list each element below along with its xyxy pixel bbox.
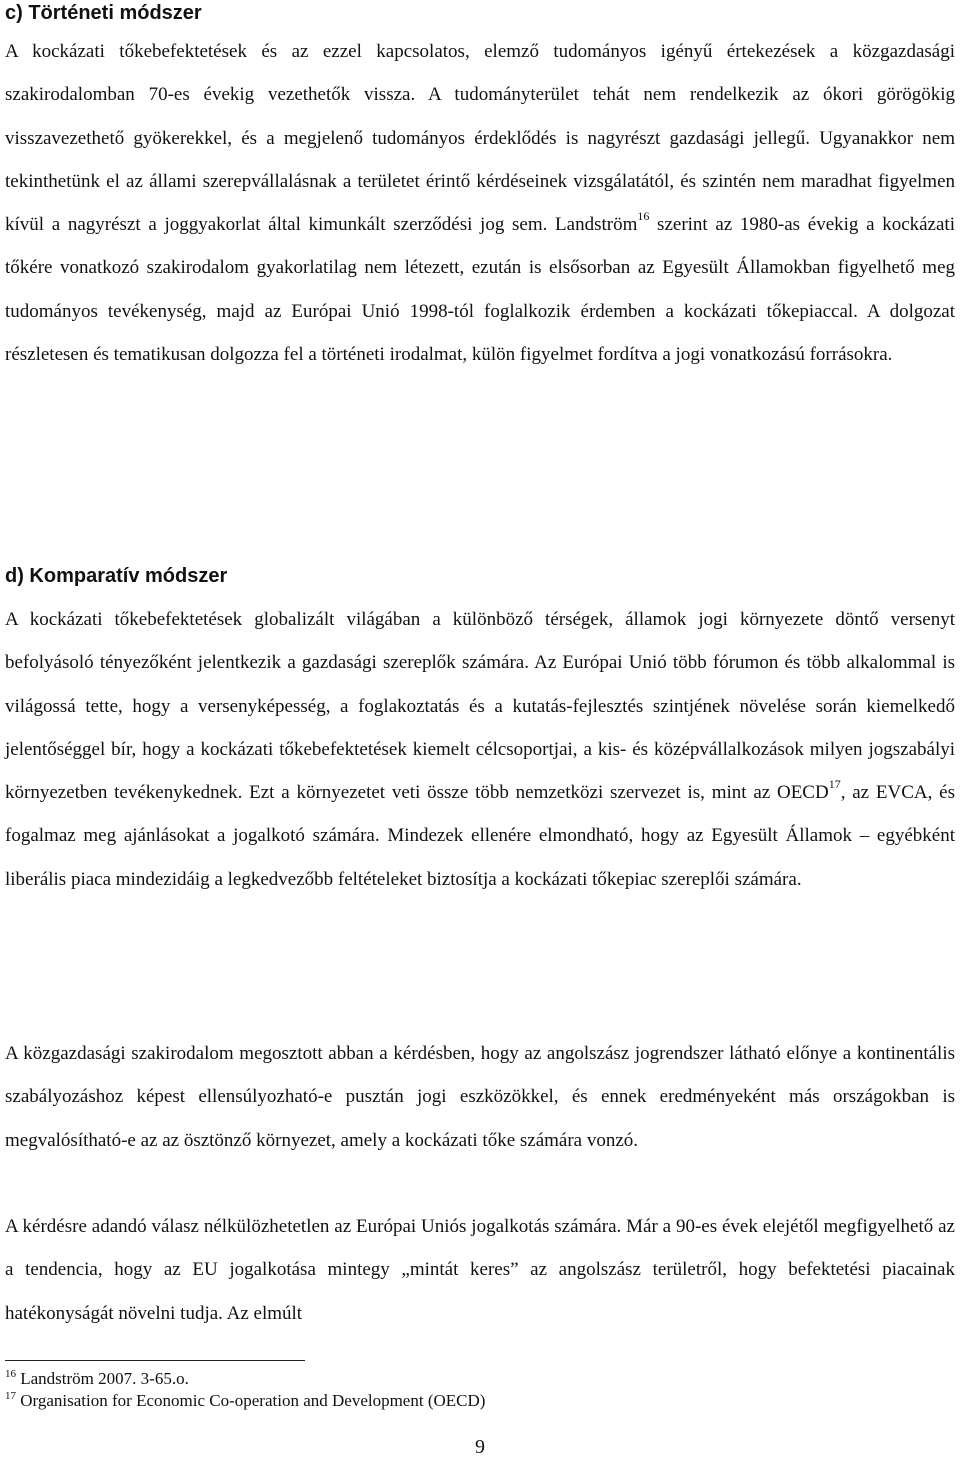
paragraph-text: szerint az 1980-as évekig a kockázati tőkére vonatkozó szakirodalom gyakorlatilag nem létezett, ezután is elsősorban az Egyesült Államokban figyelhető meg tudományos tevékenység, majd az Európai Unió 1998-tól foglalkozik érdemben a kockázati tőkepiaccal. A dolgozat részletesen és tematikusan dolgozza fel a történeti irodalmat, külön figyelmet fordítva a jogi vonatkozású forrásokra. <box>5 214 955 366</box>
footnote-17 <box>5 1390 955 1412</box>
footnote-text: Landström 2007. 3-65.o. <box>16 1369 189 1388</box>
page-number: 9 <box>475 1436 485 1458</box>
section-c-paragraph <box>5 30 955 376</box>
footnote-ref-16[interactable]: 16 <box>637 209 650 224</box>
paragraph-text: A kockázati tőkebefektetések és az ezzel kapcsolatos, elemző tudományos igényű értekezések a közgazdasági szakirodalomban 70-es évekig vezethetők vissza. A tudományterület tehát nem rendelkezik az ókori görögökig visszavezethető gyökerekkel, és a megjelenő tudományos érdeklődés is nagyrészt gazdasági jellegű. Ugyanakkor nem tekinthetünk el az állami szerepvállalásnak a területet érintő kérdéseinek vizsgálatától, és szintén nem maradhat figyelmen kívül a nagyrészt a joggyakorlat által kimunkált szerződési jog sem. Landström <box>5 41 955 236</box>
section-d-paragraph-2: A közgazdasági szakirodalom megosztott abban a kérdésben, hogy az angolszász jogrendszer látható előnye a kontinentális szabályozáshoz képest ellensúlyozható-e pusztán jogi eszközökkel, és ennek eredményeként más országokban is megvalósítható-e az az ösztönző környezet, amely a kockázati tőke számára vonzó. <box>5 1043 955 1151</box>
section-d-paragraph-1 <box>5 598 955 901</box>
footnote-16 <box>5 1368 955 1390</box>
footnote-number: 16 <box>5 1368 16 1380</box>
footnotes <box>5 1368 955 1412</box>
footnote-ref-17[interactable]: 17 <box>828 777 841 792</box>
section-c-heading: c) Történeti módszer <box>5 2 202 24</box>
footnote-separator <box>5 1360 305 1361</box>
section-d-heading: d) Komparatív módszer <box>5 565 228 587</box>
footnote-number: 17 <box>5 1390 16 1402</box>
section-d-paragraph-3: A kérdésre adandó válasz nélkülözhetetlen az Európai Uniós jogalkotás számára. Már a 90-es évek elejétől megfigyelhető az a tendencia, hogy az EU jogalkotása mintegy „mintát keres” az angolszász területről, hogy befektetési piacainak hatékonyságát növelni tudja. Az elmúlt <box>5 1216 955 1324</box>
footnote-text: Organisation for Economic Co-operation and Development (OECD) <box>16 1391 486 1410</box>
paragraph-text: , az EVCA, és fogalmaz meg ajánlásokat a jogalkotó számára. Mindezek ellenére elmondható, hogy az Egyesült Államok – egyébként liberális piaca mindezidáig a legkedvezőbb feltételeket biztosítja a kockázati tőkepiac szereplői számára. <box>5 782 955 890</box>
paragraph-text: A kockázati tőkebefektetések globalizált világában a különböző térségek, államok jogi környezete döntő versenyt befolyásoló tényezőként jelentkezik a gazdasági szereplők számára. Az Európai Unió több fórumon és több alkalommal is világossá tette, hogy a versenyképesség, a foglakoztatás és a kutatás-fejlesztés szintjének növelése során kiemelkedő jelentőséggel bír, hogy a kockázati tőkebefektetések kiemelt célcsoportjai, a kis- és középvállalkozások milyen jogszabályi környezetben tevékenykednek. Ezt a környezetet veti össze több nemzetközi szervezet is, mint az OECD <box>5 609 955 804</box>
